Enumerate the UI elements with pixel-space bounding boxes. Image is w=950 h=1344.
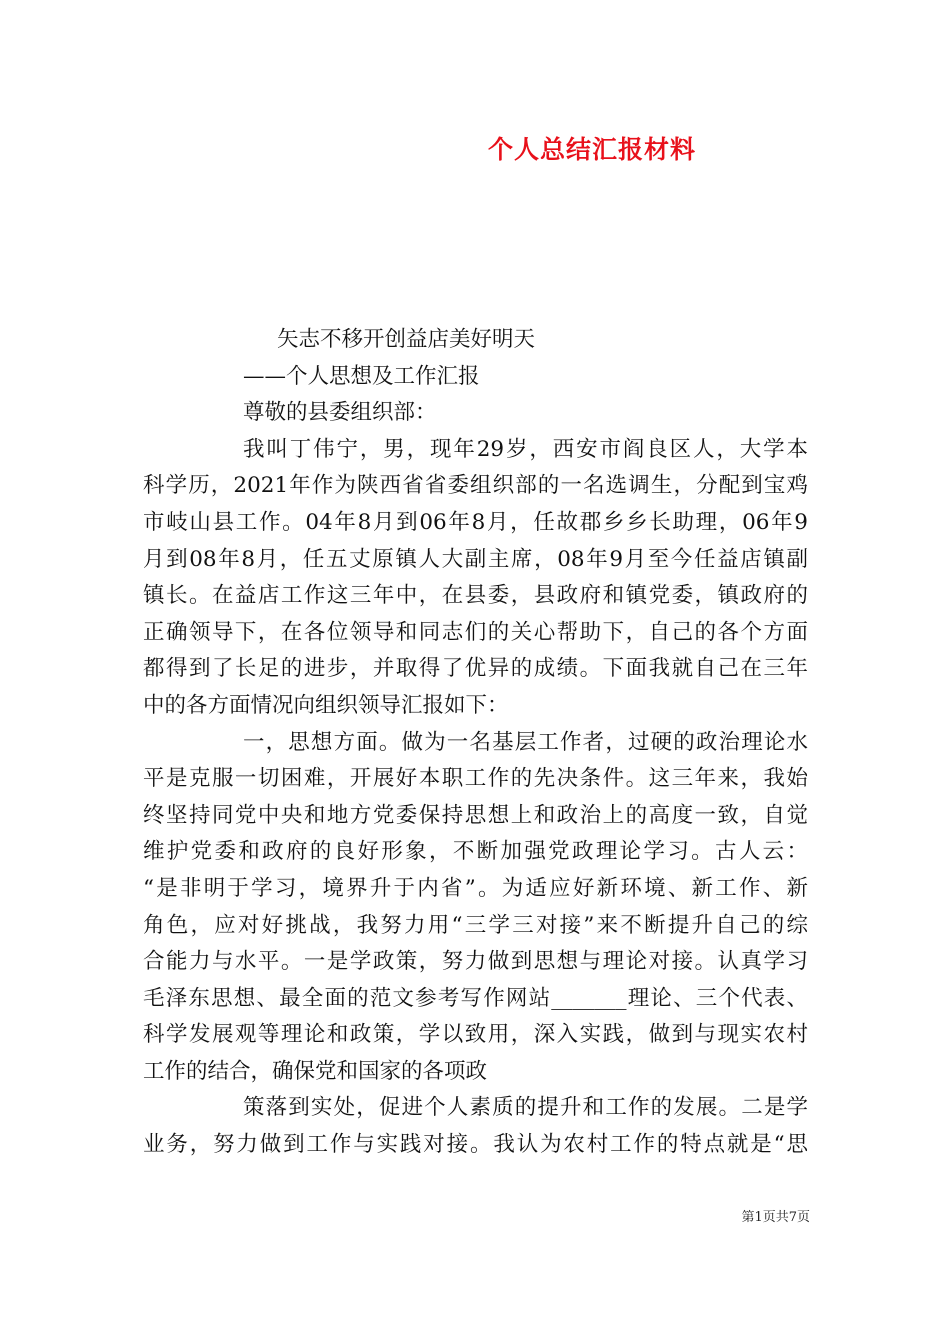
subtitle: 矢志不移开创益店美好明天 [277,327,536,352]
body-line: 中的各方面情况向组织领导汇报如下： [143,692,509,718]
body-line: 角色，应对好挑战，我努力用“三学三对接”来不断提升自己的综 [143,912,808,938]
document-title: 个人总结汇报材料 [488,135,697,164]
body-line: 工作的结合，确保党和国家的各项政 [143,1058,488,1084]
body-line: 毛泽东思想、最全面的范文参考写作网站_______理论、三个代表、 [143,985,808,1011]
body-line: 科学历，2021年作为陕西省省委组织部的一名选调生，分配到宝鸡 [143,473,808,499]
body-line: 终坚持同党中央和地方党委保持思想上和政治上的高度一致，自觉 [143,802,808,828]
body-line: “是非明于学习，境界升于内省”。为适应好新环境、新工作、新 [143,875,808,901]
body-line: 科学发展观等理论和政策，学以致用，深入实践，做到与现实农村 [143,1022,808,1048]
body-line: 都得到了长足的进步，并取得了优异的成绩。下面我就自己在三年 [143,656,808,682]
salutation: 尊敬的县委组织部： [243,400,437,426]
body-line: 维护党委和政府的良好形象，不断加强党政理论学习。古人云： [143,839,808,865]
page-indicator: 第1页共7页 [741,1210,810,1225]
document-body [143,322,808,1164]
body-line: 策落到实处，促进个人素质的提升和工作的发展。二是学 [243,1095,808,1121]
subtitle-2: ——个人思想及工作汇报 [243,363,480,389]
body-line: 我叫丁伟宁，男，现年29岁，西安市阎良区人，大学本 [243,436,808,462]
body-line: 正确领导下，在各位领导和同志们的关心帮助下，自己的各个方面 [143,619,808,645]
body-line: 一，思想方面。做为一名基层工作者，过硬的政治理论水 [243,729,808,755]
body-line: 合能力与水平。一是学政策，努力做到思想与理论对接。认真学习 [143,949,808,975]
body-line: 市岐山县工作。04年8月到06年8月，任故郡乡乡长助理，06年9 [143,509,808,535]
body-line: 业务，努力做到工作与实践对接。我认为农村工作的特点就是“思 [143,1132,808,1158]
body-line: 月到08年8月，任五丈原镇人大副主席，08年9月至今任益店镇副 [143,546,808,572]
body-line: 平是克服一切困难，开展好本职工作的先决条件。这三年来，我始 [143,766,808,792]
body-line: 镇长。在益店工作这三年中，在县委，县政府和镇党委，镇政府的 [143,583,808,609]
